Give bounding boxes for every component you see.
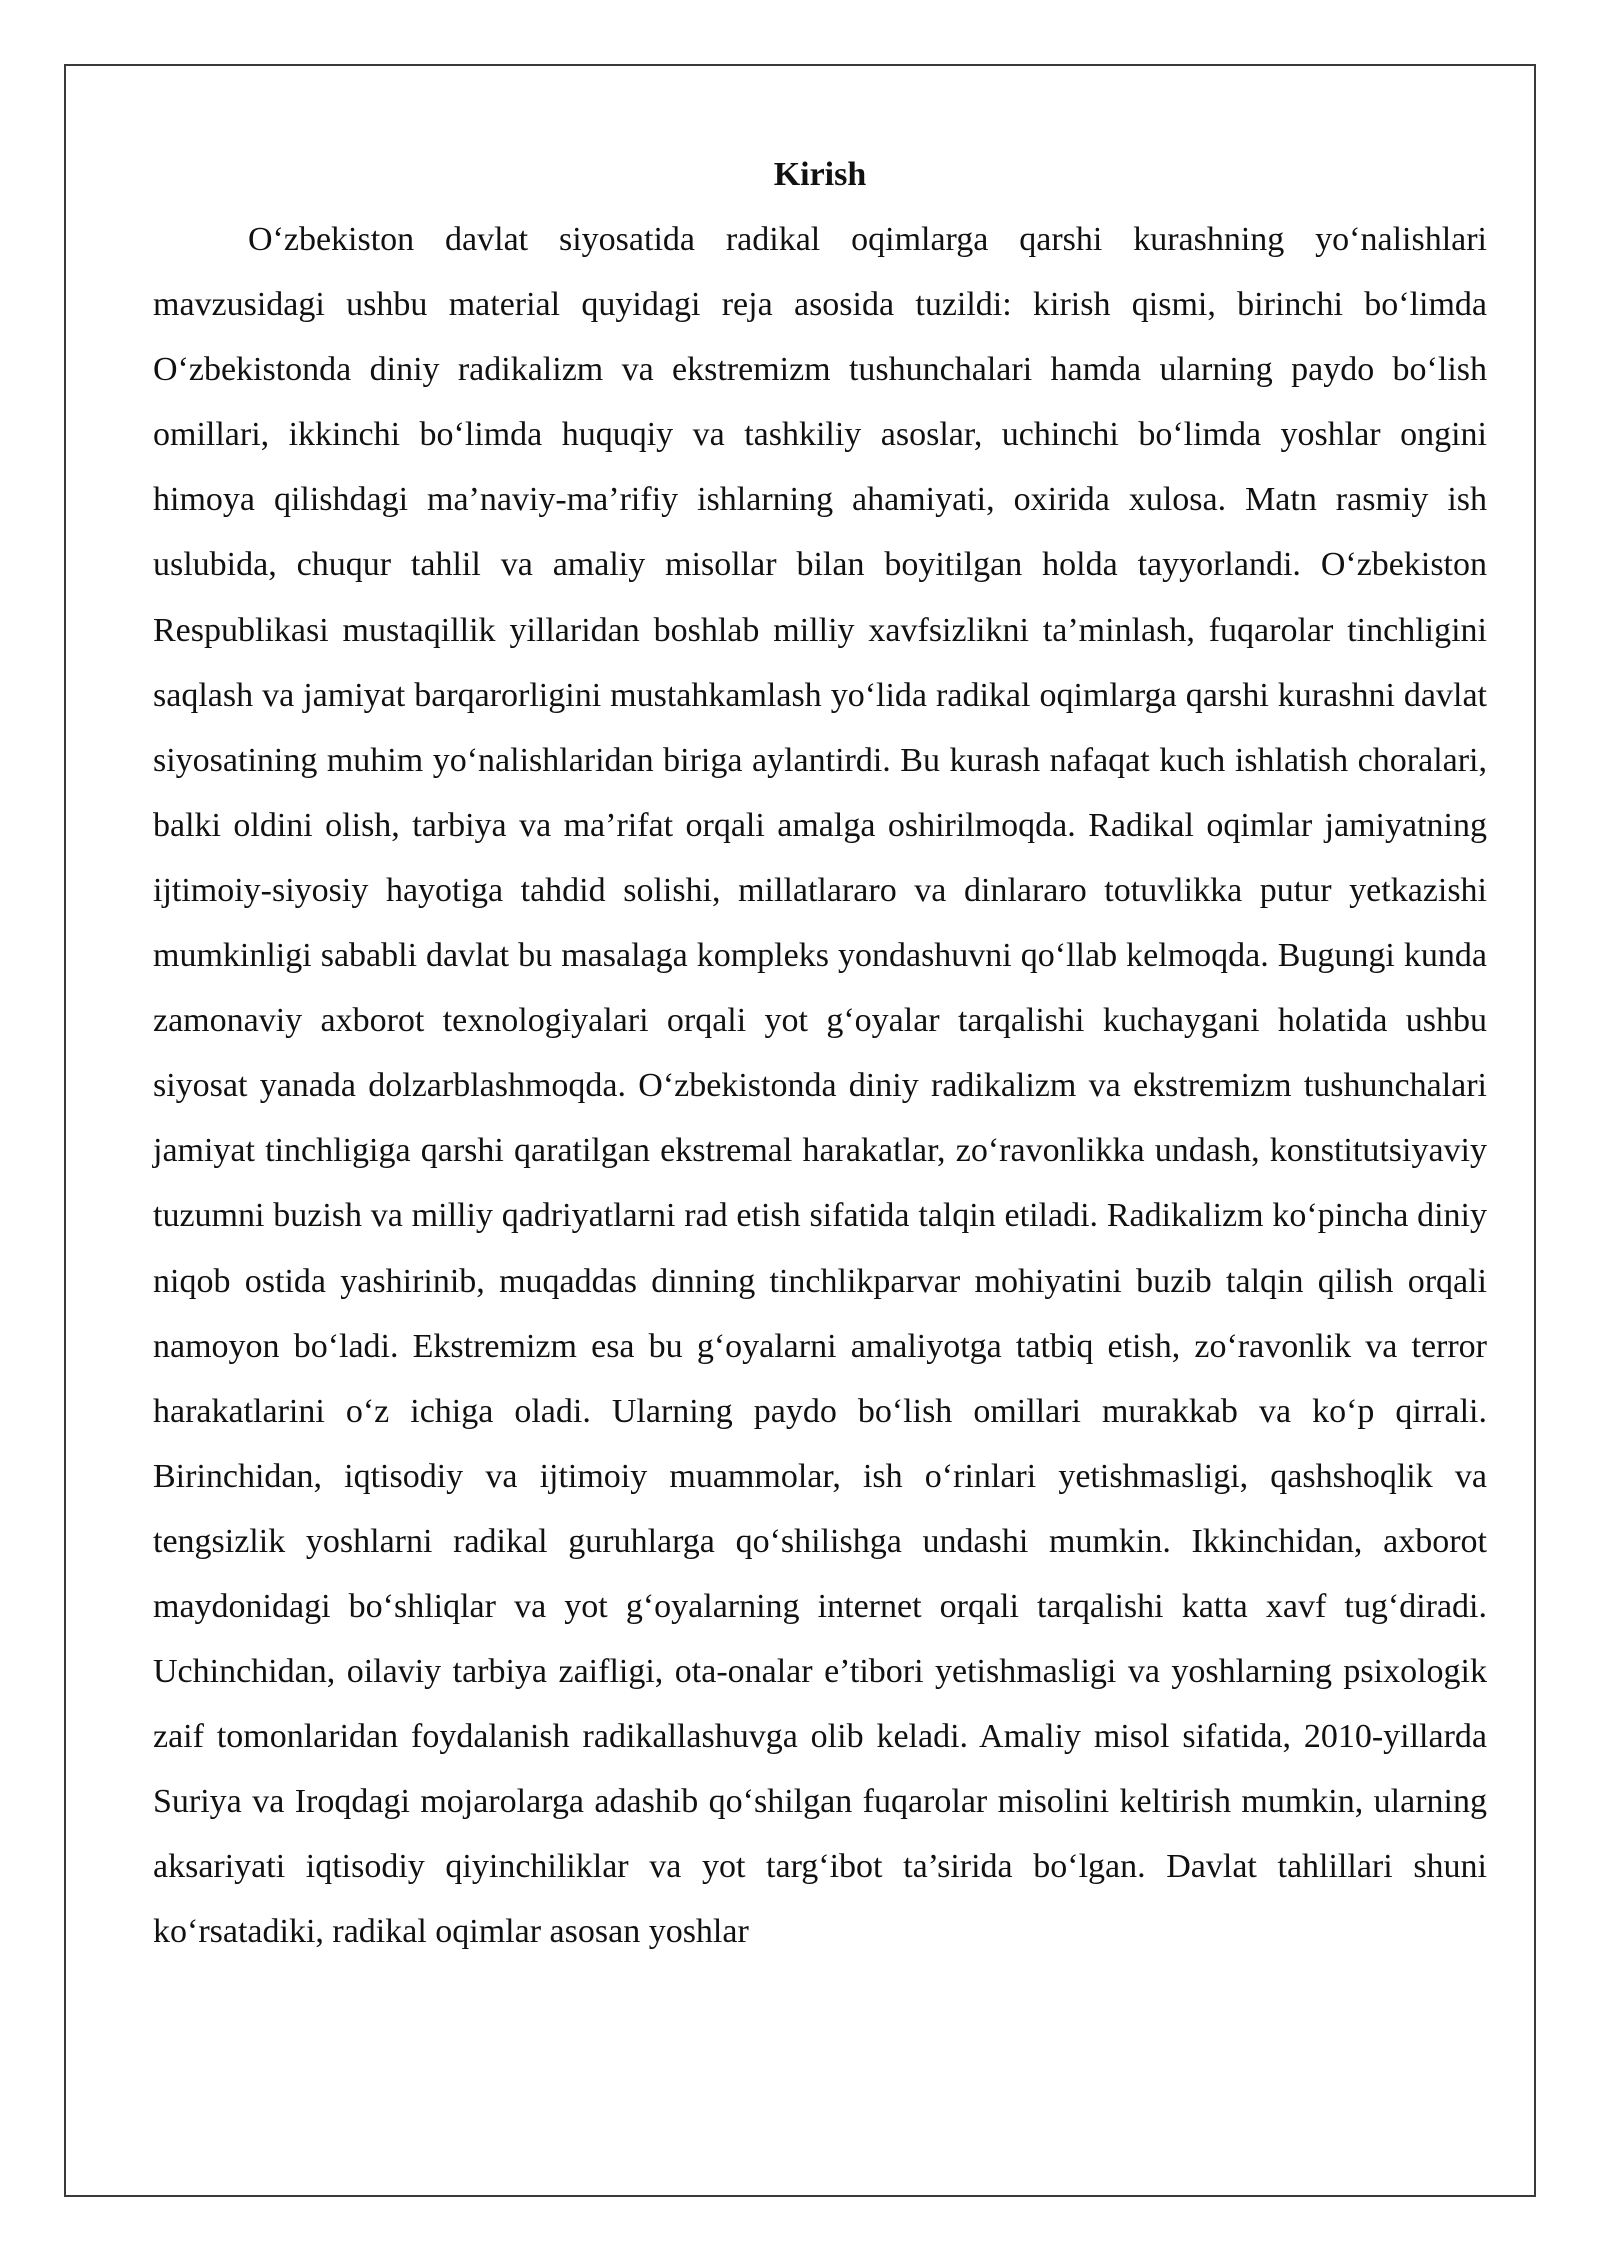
document-body — [153, 142, 1487, 1965]
body-paragraph: O‘zbekiston davlat siyosatida radikal oqimlarga qarshi kurashning yo‘nalishlari mavzusidagi ushbu material quyidagi reja asosida tuzildi: kirish qismi, birinchi bo‘limda O‘zbekistonda diniy radikalizm va ekstremizm tushunchalari hamda ularning paydo bo‘lish omillari, ikkinchi bo‘limda huquqiy va tashkiliy asoslar, uchinchi bo‘limda yoshlar ongini himoya qilishdagi ma’naviy-ma’rifiy ishlarning ahamiyati, oxirida xulosa. Matn rasmiy ish uslubida, chuqur tahlil va amaliy misollar bilan boyitilgan holda tayyorlandi. O‘zbekiston Respublikasi mustaqillik yillaridan boshlab milliy xavfsizlikni ta’minlash, fuqarolar tinchligini saqlash va jamiyat barqarorligini mustahkamlash yo‘lida radikal oqimlarga qarshi kurashni davlat siyosatining muhim yo‘nalishlaridan biriga aylantirdi. Bu kurash nafaqat kuch ishlatish choralari, balki oldini olish, tarbiya va ma’rifat orqali amalga oshirilmoqda. Radikal oqimlar jamiyatning ijtimoiy-siyosiy hayotiga tahdid solishi, millatlararo va dinlararo totuvlikka putur yetkazishi mumkinligi sababli davlat bu masalaga kompleks yondashuvni qo‘llab kelmoqda. Bugungi kunda zamonaviy axborot texnologiyalari orqali yot g‘oyalar tarqalishi kuchaygani holatida ushbu siyosat yanada dolzarblashmoqda. O‘zbekistonda diniy radikalizm va ekstremizm tushunchalari jamiyat tinchligiga qarshi qaratilgan ekstremal harakatlar, zo‘ravonlikka undash, konstitutsiyaviy tuzumni buzish va milliy qadriyatlarni rad etish sifatida talqin etiladi. Radikalizm ko‘pincha diniy niqob ostida yashirinib, muqaddas dinning tinchlikparvar mohiyatini buzib talqin qilish orqali namoyon bo‘ladi. Ekstremizm esa bu g‘oyalarni amaliyotga tatbiq etish, zo‘ravonlik va terror harakatlarini o‘z ichiga oladi. Ularning paydo bo‘lish omillari murakkab va ko‘p qirrali. Birinchidan, iqtisodiy va ijtimoiy muammolar, ish o‘rinlari yetishmasligi, qashshoqlik va tengsizlik yoshlarni radikal guruhlarga qo‘shilishga undashi mumkin. Ikkinchidan, axborot maydonidagi bo‘shliqlar va yot g‘oyalarning internet orqali tarqalishi katta xavf tug‘diradi. Uchinchidan, oilaviy tarbiya zaifligi, ota-onalar e’tibori yetishmasligi va yoshlarning psixologik zaif tomonlaridan foydalanish radikallashuvga olib keladi. Amaliy misol sifatida, 2010-yillarda Suriya va Iroqdagi mojarolarga adashib qo‘shilgan fuqarolar misolini keltirish mumkin, ularning aksariyati iqtisodiy qiyinchiliklar va yot targ‘ibot ta’sirida bo‘lgan. Davlat tahlillari shuni ko‘rsatadiki, radikal oqimlar asosan yoshlar — [153, 221, 1487, 1951]
section-title: Kirish — [773, 156, 867, 193]
